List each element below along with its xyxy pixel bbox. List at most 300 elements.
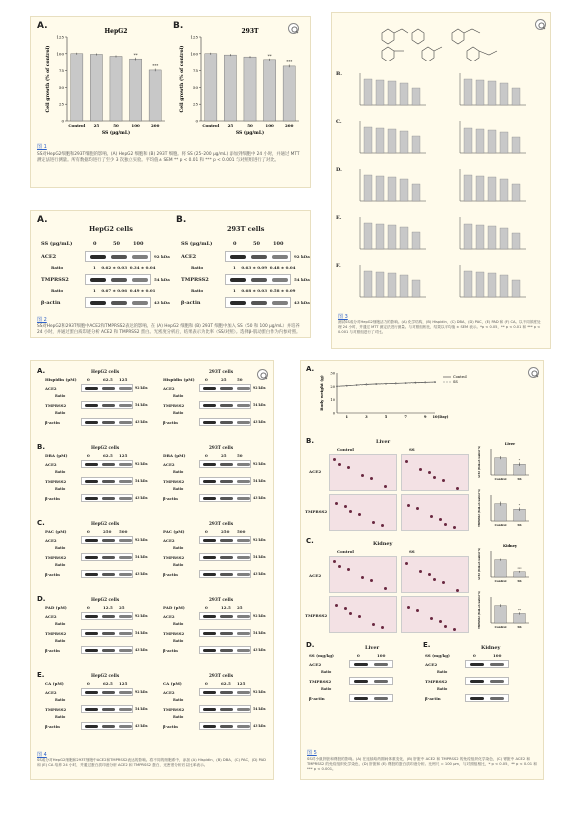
blot-row-label: TMPRSS2 bbox=[45, 555, 67, 560]
fig3-small-chart bbox=[450, 213, 530, 257]
compound-dose-label: PAD (μM) bbox=[45, 605, 67, 610]
bar bbox=[514, 613, 526, 623]
dose-label: 62.5 bbox=[221, 681, 231, 686]
bar bbox=[476, 129, 484, 153]
blot-strip bbox=[81, 418, 133, 426]
blot-band bbox=[230, 301, 246, 305]
blot-strip bbox=[225, 274, 291, 285]
bar bbox=[400, 179, 408, 201]
ratio-label: Ratio bbox=[55, 470, 66, 474]
dose-label: 12.5 bbox=[103, 605, 113, 610]
dose-label: 500 bbox=[237, 529, 246, 534]
bar bbox=[388, 81, 396, 105]
fig5-panel-d-letter: D. bbox=[306, 641, 315, 649]
blot-row-label: β-actin bbox=[45, 572, 60, 577]
fig3-small-chart bbox=[450, 69, 530, 113]
stained-cell bbox=[405, 460, 408, 463]
dose-label: 125 bbox=[119, 681, 128, 686]
stained-cell bbox=[381, 626, 384, 629]
blot-strip bbox=[85, 297, 151, 308]
kda-label: 54 kDa bbox=[135, 707, 148, 711]
dose-label: 0 bbox=[93, 241, 97, 247]
stained-cell bbox=[416, 507, 419, 510]
compound-dose-label: DBA (μM) bbox=[45, 453, 68, 458]
blot-row-label: β-actin bbox=[181, 300, 201, 306]
ihc-image bbox=[401, 494, 469, 531]
bar bbox=[495, 458, 507, 475]
blot-band bbox=[85, 497, 98, 500]
blot-row-label: β-actin bbox=[163, 496, 178, 501]
stained-cell bbox=[433, 476, 436, 479]
kda-label: 92 kDa bbox=[135, 462, 148, 466]
bar bbox=[71, 54, 83, 121]
blot-band bbox=[102, 708, 115, 711]
bar bbox=[512, 280, 520, 297]
blot-strip bbox=[199, 460, 251, 468]
ratio-label: Ratio bbox=[55, 698, 66, 702]
blot-band bbox=[102, 725, 115, 728]
blot-row-label: ACE2 bbox=[163, 386, 175, 391]
bar bbox=[464, 79, 472, 105]
bar bbox=[376, 80, 384, 105]
blot-row-label: ACE2 bbox=[163, 614, 175, 619]
dose-label: 125 bbox=[119, 453, 128, 458]
bar bbox=[488, 177, 496, 201]
liver-ace2-bar-chart bbox=[477, 441, 533, 483]
blot-band bbox=[111, 255, 127, 259]
blot-band bbox=[220, 632, 233, 635]
bar bbox=[283, 66, 295, 121]
bar bbox=[512, 233, 520, 249]
blot-band bbox=[203, 573, 216, 576]
blot-band bbox=[119, 725, 132, 728]
blot-band bbox=[102, 539, 115, 542]
blot-band bbox=[85, 649, 98, 652]
fig3-row-letter: F. bbox=[336, 263, 341, 269]
blot-row-label: TMPRSS2 bbox=[45, 479, 67, 484]
dose-header-label: SS (μg/mL) bbox=[181, 241, 213, 247]
dose-label: 0 bbox=[473, 653, 476, 658]
figure-4-panel bbox=[30, 360, 274, 780]
zoom-icon[interactable] bbox=[257, 369, 268, 380]
blot-band bbox=[237, 573, 250, 576]
fig4-section-letter: C. bbox=[37, 519, 45, 527]
stained-cell bbox=[333, 560, 336, 563]
stained-cell bbox=[370, 477, 373, 480]
ratio-label: Ratio bbox=[437, 670, 448, 674]
blot-band bbox=[203, 539, 216, 542]
ratio-label: Ratio bbox=[55, 622, 66, 626]
bar bbox=[205, 54, 217, 121]
dose-label: 100 bbox=[377, 653, 386, 658]
ratio-values: 1 0.63 ± 0.09 0.48 ± 0.04 bbox=[233, 265, 296, 270]
blot-strip bbox=[81, 460, 133, 468]
blot-strip bbox=[81, 384, 133, 392]
dose-label: 50 bbox=[253, 241, 260, 247]
ihc-image bbox=[329, 454, 397, 491]
blot-band bbox=[119, 556, 132, 559]
y-tick-label: 75 bbox=[192, 68, 198, 74]
x-tick-label: 1 bbox=[345, 415, 349, 419]
ihc-image bbox=[329, 556, 397, 593]
data-point bbox=[346, 385, 348, 387]
blot-band bbox=[354, 697, 368, 700]
kda-label: 92 kDa bbox=[294, 254, 310, 259]
fig3-small-chart bbox=[450, 261, 530, 305]
bar bbox=[388, 225, 396, 249]
blot-strip bbox=[85, 251, 151, 262]
fig2-panel-b-letter: B. bbox=[176, 215, 187, 225]
bar bbox=[376, 272, 384, 297]
blot-band bbox=[237, 387, 250, 390]
kidney-tmprss2-bar-chart bbox=[477, 589, 533, 631]
blot-strip bbox=[81, 688, 133, 696]
blot-row-label: ACE2 bbox=[163, 462, 175, 467]
zoom-icon[interactable] bbox=[528, 367, 539, 378]
bar bbox=[476, 176, 484, 201]
stained-cell bbox=[430, 617, 433, 620]
blot-strip bbox=[199, 646, 251, 654]
significance-mark: *** bbox=[517, 566, 522, 571]
ratio-label: Ratio bbox=[55, 394, 66, 398]
cell-line-title: HepG2 cells bbox=[91, 445, 120, 450]
bar bbox=[476, 272, 484, 297]
chemical-structures bbox=[372, 21, 512, 61]
bar bbox=[464, 271, 472, 297]
figure-1-link[interactable]: 图 1 bbox=[37, 144, 47, 150]
stained-cell bbox=[358, 513, 361, 516]
stained-cell bbox=[419, 570, 422, 573]
data-point bbox=[366, 384, 368, 386]
blot-strip bbox=[81, 612, 133, 620]
significance-mark: *** bbox=[286, 59, 293, 65]
stained-cell bbox=[453, 628, 456, 631]
blot-strip bbox=[81, 494, 133, 502]
ratio-label: Ratio bbox=[173, 470, 184, 474]
blot-band bbox=[119, 539, 132, 542]
blot-band bbox=[272, 278, 288, 282]
stained-cell bbox=[439, 518, 442, 521]
fig4-section-letter: D. bbox=[37, 595, 46, 603]
stained-cell bbox=[338, 463, 341, 466]
blot-strip bbox=[199, 722, 251, 730]
ratio-label: Ratio bbox=[173, 546, 184, 550]
x-axis-label: (Day) bbox=[437, 415, 449, 419]
fig1-panel-b-letter: B. bbox=[173, 21, 184, 31]
bar bbox=[464, 128, 472, 153]
kda-label: 54 kDa bbox=[253, 479, 266, 483]
blot-band bbox=[102, 615, 115, 618]
x-tick-label: Control bbox=[68, 123, 86, 128]
significance-mark: ** bbox=[267, 53, 272, 59]
blot-band bbox=[237, 421, 250, 424]
figure-2-link[interactable]: 图 2 bbox=[37, 317, 47, 323]
dose-label: 250 bbox=[103, 529, 112, 534]
bar bbox=[90, 54, 102, 121]
data-point bbox=[395, 383, 397, 385]
blot-band bbox=[203, 632, 216, 635]
blot-band bbox=[374, 663, 388, 666]
stained-cell bbox=[442, 479, 445, 482]
x-tick-label: 5 bbox=[384, 415, 388, 419]
blot-band bbox=[102, 573, 115, 576]
blot-band bbox=[102, 480, 115, 483]
bar bbox=[364, 223, 372, 249]
blot-band bbox=[374, 680, 388, 683]
blot-band bbox=[85, 632, 98, 635]
bar bbox=[495, 560, 507, 577]
dose-label: 25 bbox=[119, 605, 125, 610]
stained-cell bbox=[405, 562, 408, 565]
dose-label: 50 bbox=[237, 377, 243, 382]
blot-strip bbox=[465, 694, 509, 702]
bar bbox=[514, 509, 526, 521]
fig4-section-letter: A. bbox=[37, 367, 46, 375]
blot-band bbox=[251, 278, 267, 282]
ratio-label: Ratio bbox=[437, 687, 448, 691]
dose-label: 0 bbox=[233, 241, 237, 247]
blot-band bbox=[85, 691, 98, 694]
data-point bbox=[405, 382, 407, 384]
bar bbox=[500, 83, 508, 105]
dose-label: 125 bbox=[119, 377, 128, 382]
blot-band bbox=[90, 278, 106, 282]
y-tick-label: 0 bbox=[195, 118, 198, 124]
x-tick-label: 9 bbox=[423, 415, 427, 419]
ratio-label: Ratio bbox=[173, 622, 184, 626]
293t-viability-chart bbox=[175, 23, 305, 143]
blot-band bbox=[111, 278, 127, 282]
compound-dose-label: CA (μM) bbox=[45, 681, 64, 686]
blot-band bbox=[220, 463, 233, 466]
blot-row-label: ACE2 bbox=[425, 662, 438, 667]
x-tick-label: Control bbox=[494, 522, 507, 527]
kda-label: 54 kDa bbox=[135, 403, 148, 407]
kidney-blot-title: Kidney bbox=[481, 645, 501, 651]
blot-row-label: TMPRSS2 bbox=[45, 707, 67, 712]
blot-band bbox=[102, 632, 115, 635]
blot-band bbox=[203, 615, 216, 618]
blot-row-label: β-actin bbox=[45, 496, 60, 501]
cell-line-title: 293T cells bbox=[209, 445, 234, 450]
stained-cell bbox=[430, 515, 433, 518]
bar bbox=[488, 130, 496, 153]
stained-cell bbox=[381, 524, 384, 527]
blot-row-label: ACE2 bbox=[45, 690, 57, 695]
blot-row-label: TMPRSS2 bbox=[425, 679, 448, 684]
blot-strip bbox=[199, 705, 251, 713]
kda-label: 43 kDa bbox=[294, 300, 310, 305]
x-axis-label: SS (μg/mL) bbox=[235, 131, 265, 136]
bar bbox=[464, 224, 472, 249]
blot-band bbox=[237, 539, 250, 542]
kda-label: 54 kDa bbox=[253, 707, 266, 711]
blot-row-label: TMPRSS2 bbox=[163, 403, 185, 408]
blot-band bbox=[237, 632, 250, 635]
blot-band bbox=[251, 255, 267, 259]
cell-line-title: 293T cells bbox=[209, 597, 234, 602]
ratio-values: 1 0.62 ± 0.03 0.34 ± 0.04 bbox=[93, 265, 156, 270]
kidney-title: Kidney bbox=[373, 541, 393, 547]
x-tick-label: Control bbox=[494, 578, 507, 583]
blot-band bbox=[85, 556, 98, 559]
dose-label: 0 bbox=[87, 681, 90, 686]
y-axis-label: TMPRSS2 (Fold-of control %) bbox=[478, 591, 481, 629]
significance-mark: * bbox=[518, 458, 521, 463]
ihc-image bbox=[329, 494, 397, 531]
blot-band bbox=[85, 463, 98, 466]
bar bbox=[512, 88, 520, 105]
bar bbox=[412, 184, 420, 201]
kda-label: 92 kDa bbox=[135, 690, 148, 694]
blot-strip bbox=[225, 297, 291, 308]
stained-cell bbox=[344, 505, 347, 508]
x-tick-label: 50 bbox=[113, 123, 119, 128]
bar bbox=[488, 226, 496, 249]
blot-band bbox=[203, 649, 216, 652]
fig3-small-chart bbox=[450, 117, 530, 161]
kda-label: 43 kDa bbox=[253, 496, 266, 500]
blot-band bbox=[102, 691, 115, 694]
figure-5-link[interactable]: 图 5 bbox=[307, 750, 317, 756]
x-tick-label: Control bbox=[202, 123, 220, 128]
kda-label: 54 kDa bbox=[253, 555, 266, 559]
kda-label: 43 kDa bbox=[135, 496, 148, 500]
blot-row-label: TMPRSS2 bbox=[163, 479, 185, 484]
blot-row-label: TMPRSS2 bbox=[45, 631, 67, 636]
figure-3-panel bbox=[331, 12, 551, 349]
blot-band bbox=[220, 539, 233, 542]
zoom-icon[interactable] bbox=[535, 19, 546, 30]
blot-strip bbox=[81, 570, 133, 578]
blot-strip bbox=[81, 705, 133, 713]
dose-header-label: SS (μg/mL) bbox=[41, 241, 73, 247]
blot-strip bbox=[349, 694, 393, 702]
blot-row-label: ACE2 bbox=[45, 462, 57, 467]
blot-band bbox=[220, 387, 233, 390]
stained-cell bbox=[439, 620, 442, 623]
y-tick-label: 75 bbox=[58, 68, 64, 74]
x-tick-label: 7 bbox=[404, 415, 407, 419]
chart-title: Liver bbox=[504, 442, 516, 446]
blot-band bbox=[203, 497, 216, 500]
liver-ss-label: SS bbox=[409, 447, 415, 452]
dose-label: 62.5 bbox=[103, 377, 113, 382]
blot-band bbox=[102, 387, 115, 390]
compound-dose-label: Hispidin (μM) bbox=[163, 377, 195, 382]
blot-band bbox=[119, 615, 132, 618]
liver-control-label: Control bbox=[337, 447, 354, 452]
figure-4-link[interactable]: 图 4 bbox=[37, 752, 47, 758]
fig1-panel-a-letter: A. bbox=[37, 21, 48, 31]
bar bbox=[500, 275, 508, 297]
chart-title: Kidney bbox=[503, 544, 517, 548]
dose-label: 62.5 bbox=[103, 453, 113, 458]
blot-band bbox=[220, 573, 233, 576]
bar bbox=[488, 81, 496, 105]
dose-label: 0 bbox=[205, 681, 208, 686]
stained-cell bbox=[361, 474, 364, 477]
blot-band bbox=[354, 680, 368, 683]
cell-line-title: 293T cells bbox=[209, 673, 234, 678]
blot-band bbox=[237, 725, 250, 728]
blot-band bbox=[220, 649, 233, 652]
stained-cell bbox=[347, 568, 350, 571]
blot-strip bbox=[81, 536, 133, 544]
blot-band bbox=[203, 404, 216, 407]
blot-strip bbox=[199, 494, 251, 502]
compound-dose-label: Hispidin (μM) bbox=[45, 377, 77, 382]
blot-band bbox=[102, 497, 115, 500]
blot-band bbox=[272, 301, 288, 305]
stained-cell bbox=[419, 468, 422, 471]
cell-line-title: HepG2 cells bbox=[91, 597, 120, 602]
y-axis-label: Body weight (g) bbox=[319, 375, 324, 411]
bar bbox=[388, 273, 396, 297]
stained-cell bbox=[358, 615, 361, 618]
y-tick-label: 100 bbox=[56, 51, 64, 57]
stained-cell bbox=[344, 607, 347, 610]
blot-band bbox=[230, 255, 246, 259]
compound-dose-label: PAD (μM) bbox=[163, 605, 185, 610]
blot-band bbox=[220, 556, 233, 559]
stained-cell bbox=[442, 581, 445, 584]
stained-cell bbox=[384, 485, 387, 488]
bar bbox=[376, 176, 384, 201]
blot-band bbox=[272, 255, 288, 259]
x-tick-label: SS bbox=[517, 578, 522, 583]
blot-band bbox=[237, 708, 250, 711]
hepg2-viability-chart bbox=[41, 23, 171, 143]
blot-band bbox=[220, 708, 233, 711]
kda-label: 92 kDa bbox=[253, 462, 266, 466]
blot-band bbox=[85, 708, 98, 711]
bar bbox=[495, 606, 507, 623]
figure-3-link[interactable]: 图 3 bbox=[338, 314, 348, 320]
x-tick-label: 50 bbox=[247, 123, 253, 128]
stained-cell bbox=[444, 523, 447, 526]
kidney-ace2-bar-chart bbox=[477, 543, 533, 585]
blot-row-label: TMPRSS2 bbox=[181, 277, 209, 283]
bar bbox=[412, 280, 420, 297]
figure-5-caption: SS对小鼠肝脏和肾脏的影响。(A) 在连续给药期间体重变化，(B) 肝脏中 ACE2 和 TMPRSS2 的免疫组织化学染色，(C) 肾脏中 ACE2 和 TMPRSS2 的免疫组织化学染色，(D) 肝脏和 (E) 肾脏的蛋白质印迹分析。比例尺 = 100 μm，与对照组相比，* p < 0.05，** p < 0.01 和 *** p < 0.001。 bbox=[307, 757, 537, 771]
bar bbox=[476, 80, 484, 105]
fig3-small-chart bbox=[350, 213, 430, 257]
bar bbox=[400, 275, 408, 297]
compound-dose-label: PAC (μM) bbox=[163, 529, 185, 534]
dose-label: 12.5 bbox=[221, 605, 231, 610]
blot-band bbox=[490, 663, 504, 666]
blot-band bbox=[237, 649, 250, 652]
chart-title: 293T bbox=[241, 28, 259, 35]
y-axis-label: ACE2 (Fold-of control %) bbox=[478, 446, 481, 478]
kidney-ace2-label: ACE2 bbox=[309, 573, 322, 578]
blot-row-label: ACE2 bbox=[45, 386, 57, 391]
fig5-panel-a-letter: A. bbox=[306, 365, 315, 373]
blot-band bbox=[203, 421, 216, 424]
kda-label: 92 kDa bbox=[135, 538, 148, 542]
blot-row-label: TMPRSS2 bbox=[309, 679, 332, 684]
blot-band bbox=[354, 663, 368, 666]
x-tick-label: 10 bbox=[432, 415, 438, 419]
blot-band bbox=[203, 480, 216, 483]
blot-band bbox=[85, 539, 98, 542]
blot-band bbox=[203, 556, 216, 559]
blot-strip bbox=[465, 677, 509, 685]
data-point bbox=[375, 383, 377, 385]
stained-cell bbox=[384, 587, 387, 590]
blot-strip bbox=[199, 384, 251, 392]
